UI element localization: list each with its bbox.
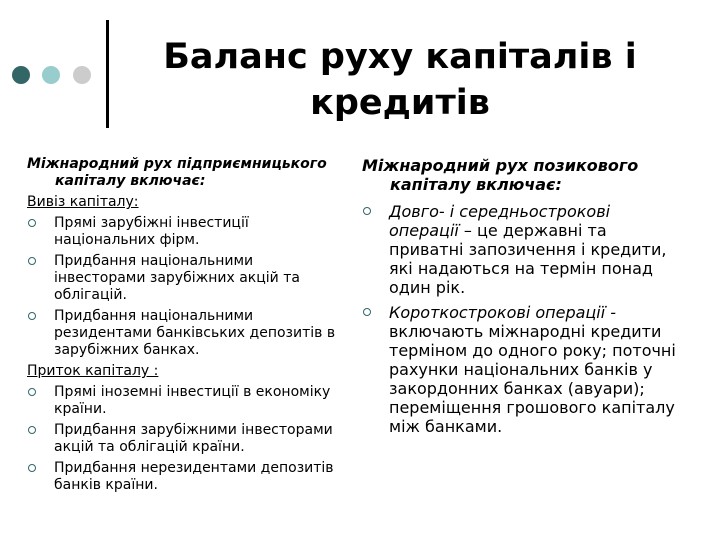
bullet-ring-icon: [363, 308, 371, 316]
left-intro: Міжнародний рух підприємницького капіталу включає:: [27, 156, 327, 189]
list-item-text: Придбання зарубіжними інвесторами акцій та облігацій країни.: [54, 422, 333, 455]
bullet-ring-icon: [28, 257, 36, 265]
right-column: [362, 156, 682, 442]
bullet-ring-icon: [28, 388, 36, 396]
title-divider: [106, 20, 109, 128]
list-item: [27, 215, 337, 249]
list-item: [362, 202, 682, 297]
import-list: [27, 384, 337, 494]
decor-dot-dark: [12, 66, 30, 84]
list-item: [27, 422, 337, 456]
bullet-ring-icon: [363, 207, 371, 215]
import-heading: Приток капіталу :: [27, 363, 159, 379]
list-item-text: Придбання нерезидентами депозитів банків країни.: [54, 460, 334, 493]
term-long-medium: Довго- і середньострокові операції: [389, 202, 611, 240]
loan-capital-list: [362, 202, 682, 436]
term-description: – це державні та приватні запозичення і кредити, які надаються на термін понад один рік.: [389, 221, 667, 297]
bullet-ring-icon: [28, 464, 36, 472]
list-item: [27, 308, 337, 359]
bullet-ring-icon: [28, 219, 36, 227]
list-item-text: Придбання національними резидентами банківських депозитів в зарубіжних банках.: [54, 308, 336, 358]
export-heading: Вивіз капіталу:: [27, 194, 139, 210]
list-item: [362, 303, 682, 436]
list-item-text: Придбання національними інвесторами зарубіжних акцій та облігацій.: [54, 253, 300, 303]
list-item: [27, 460, 337, 494]
left-column: [27, 156, 337, 498]
bullet-ring-icon: [28, 426, 36, 434]
list-item: [27, 384, 337, 418]
term-description: включають міжнародні кредити терміном до одного року; поточні рахунки національних банків у закордонних банках (авуари); переміщення грошового капіталу між банками.: [389, 322, 676, 436]
list-item-text: Прямі зарубіжні інвестиції національних фірм.: [54, 215, 249, 248]
decor-dot-gray: [73, 66, 91, 84]
slide-title: Баланс руху капіталів і кредитів: [163, 37, 637, 123]
list-item-text: Прямі іноземні інвестиції в економіку країни.: [54, 384, 331, 417]
list-item: [27, 253, 337, 304]
term-short: Короткострокові операції -: [389, 303, 617, 322]
decor-dot-light: [42, 66, 60, 84]
right-intro: Міжнародний рух позикового капіталу включає:: [362, 156, 639, 194]
bullet-ring-icon: [28, 312, 36, 320]
export-list: [27, 215, 337, 359]
